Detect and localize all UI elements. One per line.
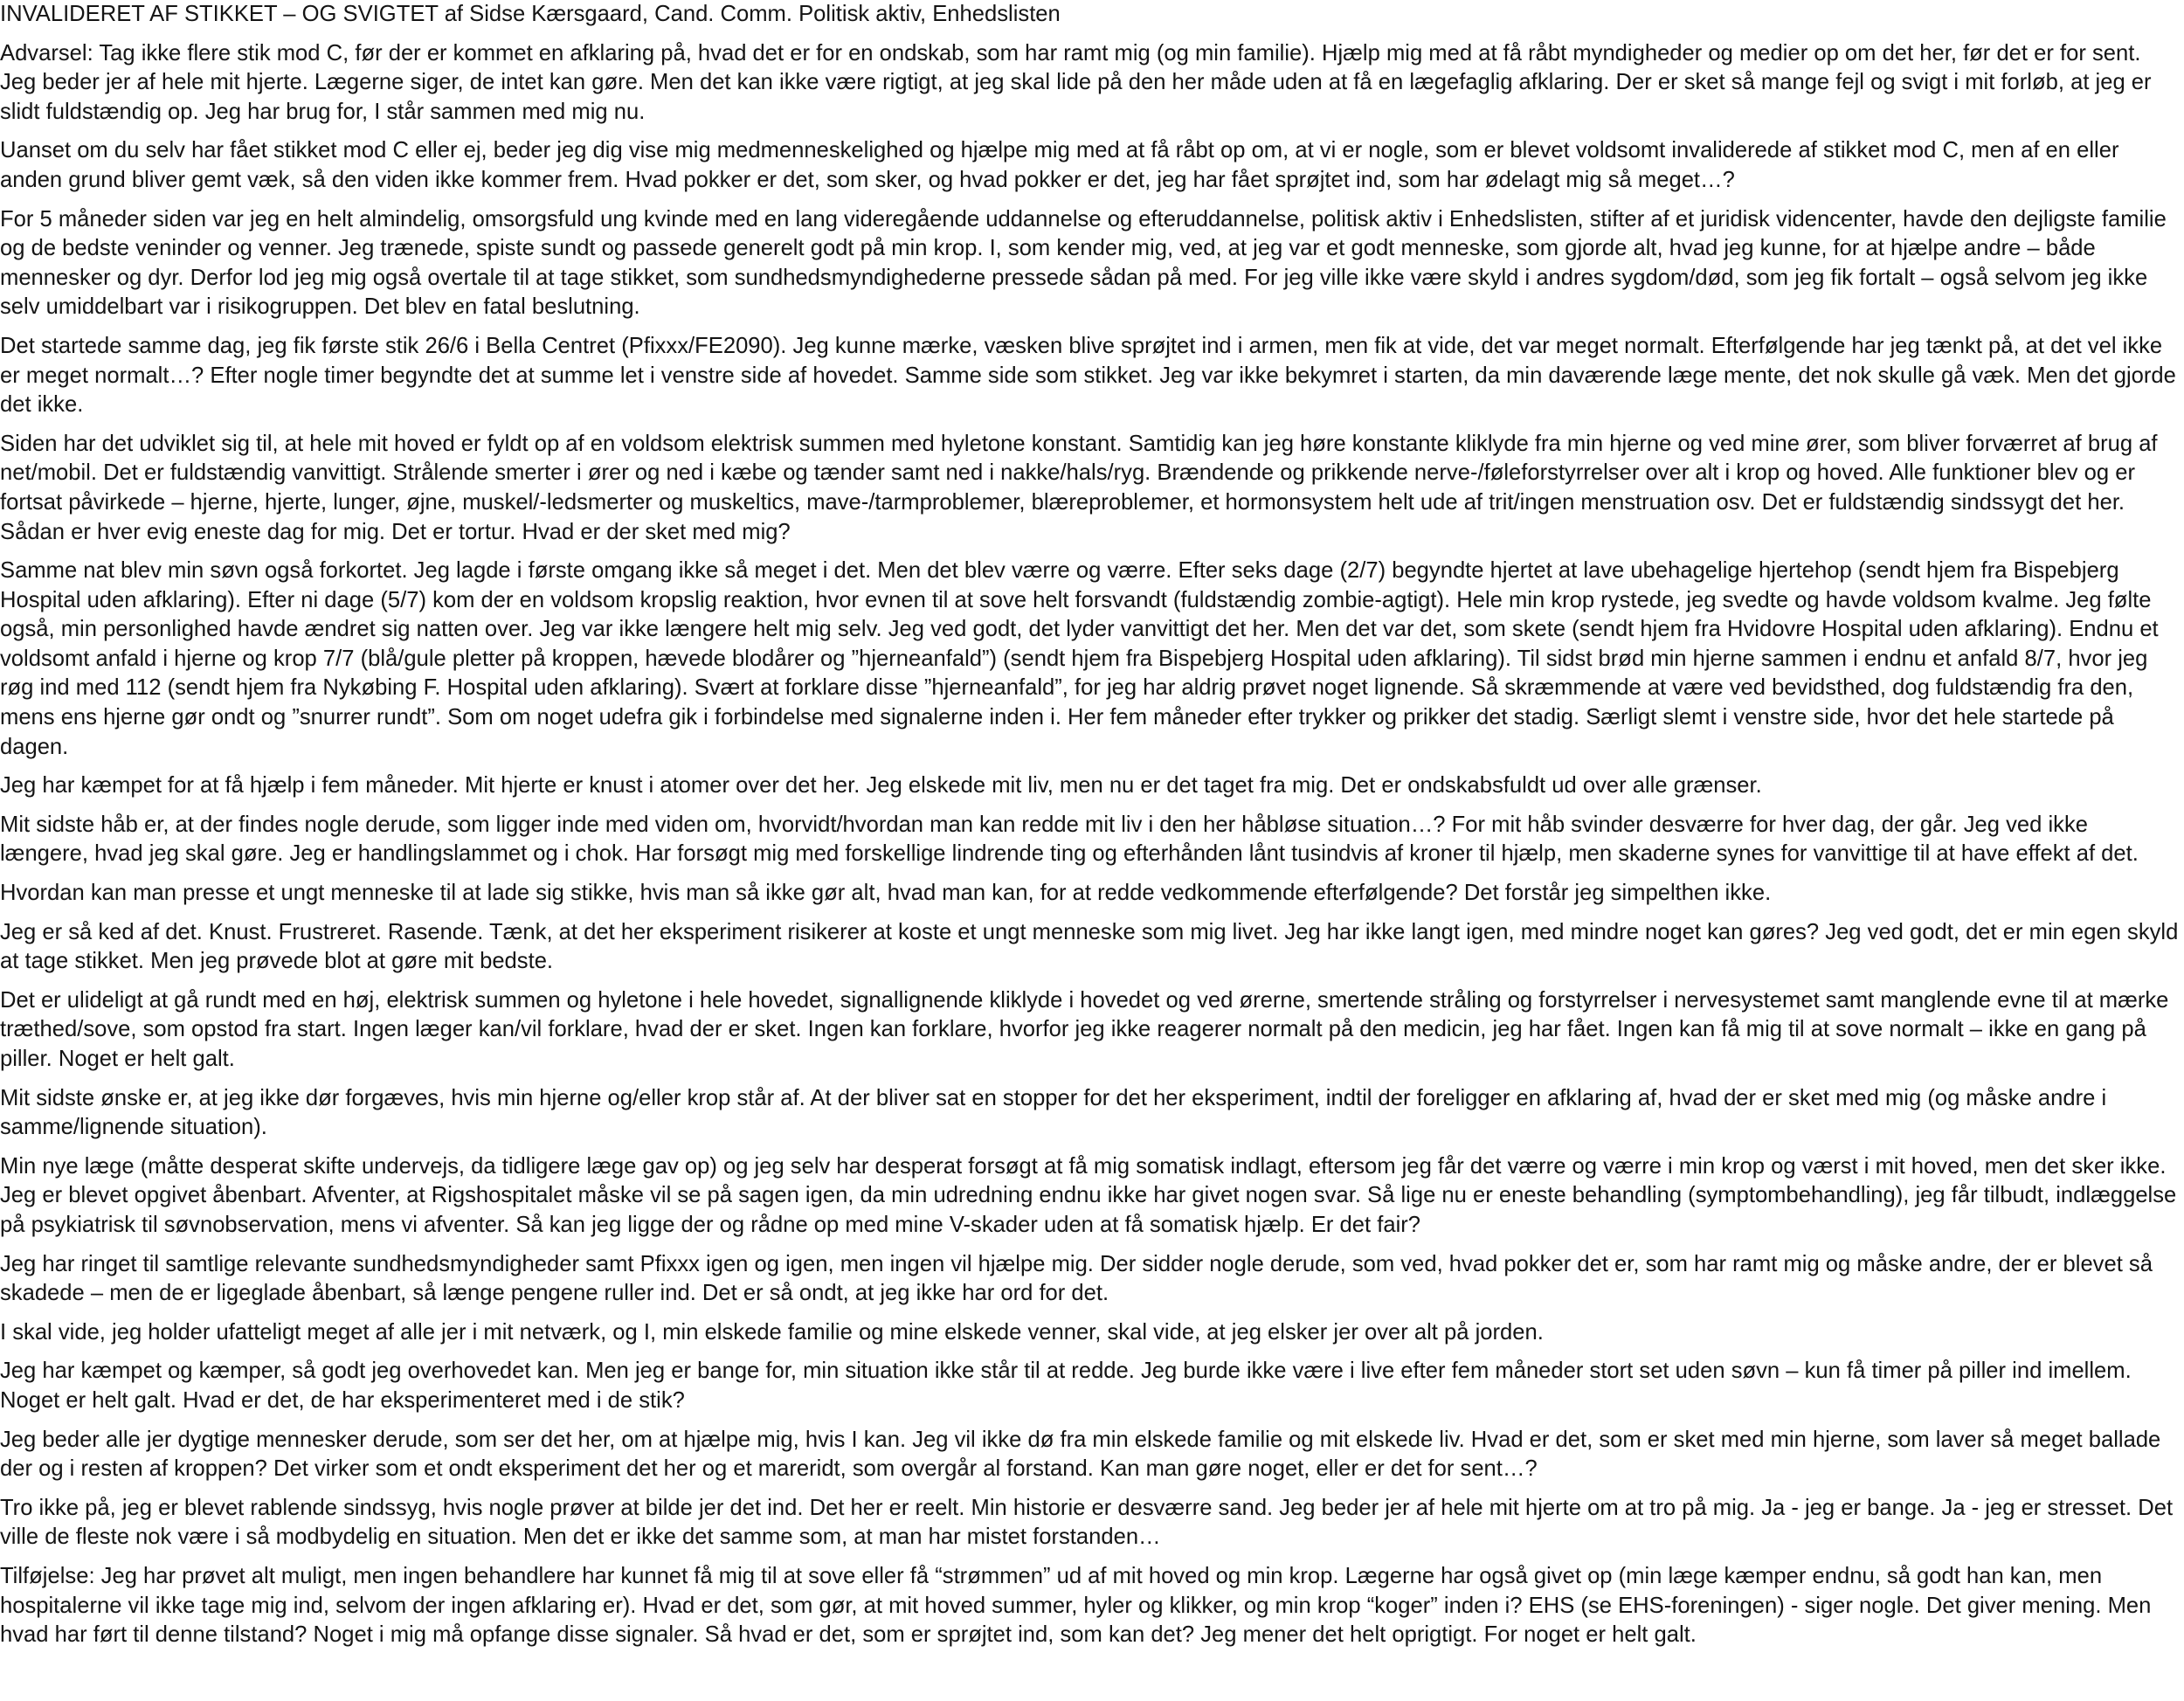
article-title: INVALIDERET AF STIKKET – OG SVIGTET af Sidse Kærsgaard, Cand. Comm. Politisk aktiv, Enhedslisten [0, 2, 1061, 26]
paragraph: Mit sidste ønske er, at jeg ikke dør forgæves, hvis min hjerne og/eller krop står af. At der bliver sat en stopper for det her eksperiment, indtil der foreligger en afklaring af, hvad der er sket med mig (og måske andre i samme/lignende situation). [0, 1085, 2107, 1140]
paragraph: Hvordan kan man presse et ungt menneske til at lade sig stikke, hvis man så ikke gør alt, hvad man kan, for at redde vedkommende efterfølgende? Det forstår jeg simpelthen ikke. [0, 881, 1772, 906]
paragraph: Jeg har kæmpet og kæmper, så godt jeg overhovedet kan. Men jeg er bange for, min situation ikke står til at redde. Jeg burde ikke være i live efter fem måneder stort set uden søvn – kun få timer på piller ind imellem. Noget er helt galt. Hvad er det, de har eksperimenteret med i de stik? [0, 1359, 2132, 1413]
paragraph: Det er ulideligt at gå rundt med en høj, elektrisk summen og hyletone i hele hovedet, signallignende kliklyde i hovedet og ved ørerne, smertende stråling og forstyrrelser i nervesystemet samt manglende evne til at mærke træthed/sove, som opstod fra start. Ingen læger kan/vil forklare, hvad der er sket. Ingen kan forklare, hvorfor jeg ikke reagerer normalt på den medicin, jeg har fået. Ingen kan få mig til at sove normalt – ikke en gang på piller. Noget er helt galt. [0, 987, 2169, 1071]
paragraph: Min nye læge (måtte desperat skifte undervejs, da tidligere læge gav op) og jeg selv har desperat forsøgt at få mig somatisk indlagt, eftersom jeg får det værre og værre i min krop og værst i mit hoved, men det sker ikke. Jeg er blevet opgivet åbenbart. Afventer, at Rigshospitalet måske vil se på sagen igen, da min udredning endnu ikke har givet nogen svar. Så lige nu er eneste behandling (symptombehandling), jeg får tilbudt, indlæggelse på psykiatrisk til søvnobservation, mens vi afventer. Så kan jeg ligge der og rådne op med mine V-skader uden at få somatisk hjælp. Er det fair? [0, 1153, 2177, 1237]
paragraph: Uanset om du selv har fået stikket mod C eller ej, beder jeg dig vise mig medmenneskelighed og hjælpe mig med at få råbt op om, at vi er nogle, som er blevet voldsomt invaliderede af stikket mod C, men af en eller anden grund bliver gemt væk, så den viden ikke kommer frem. Hvad pokker er det, som sker, og hvad pokker er det, jeg har fået sprøjtet ind, som har ødelagt mig så meget…? [0, 138, 2119, 192]
paragraph: Jeg har ringet til samtlige relevante sundhedsmyndigheder samt Pfixxx igen og igen, men ingen vil hjælpe mig. Der sidder nogle derude, som ved, hvad pokker det er, som har ramt mig og måske andre, der er blevet så skadede – men de er ligeglade åbenbart, så længe pengene ruller ind. Det er så ondt, at jeg ikke har ord for det. [0, 1251, 2153, 1306]
paragraph-warning: Advarsel: Tag ikke flere stik mod C, før der er kommet en afklaring på, hvad det er for en ondskab, som har ramt mig (og min familie). Hjælp mig med at få råbt myndigheder og medier op om det her, før det er for sent. Jeg beder jer af hele mit hjerte. Lægerne siger, de intet kan gøre. Men det kan ikke være rigtigt, at jeg skal lide på den her måde uden at få en lægefaglig afklaring. Der er sket så mange fejl og svigt i mit forløb, at jeg er slidt fuldstændig op. Jeg har brug for, I står sammen med mig nu. [0, 40, 2152, 124]
paragraph-addendum: Tilføjelse: Jeg har prøvet alt muligt, men ingen behandlere har kunnet få mig til at sove eller få “strømmen” ud af mit hoved og min krop. Lægerne har også givet op (min læge kæmper endnu, så godt han kan, men hospitalerne vil ikke tage mig ind, selvom der ingen afklaring er). Hvad er det, som gør, at mit hoved summer, hyler og klikker, og min krop “koger” inden i? EHS (se EHS-foreningen) - siger nogle. Det giver mening. Men hvad har ført til denne tilstand? Noget i mig må opfange disse signaler. Så hvad er det, som er sprøjtet ind, som kan det? Jeg mener det helt oprigtigt. For noget er helt galt. [0, 1563, 2152, 1648]
paragraph: For 5 måneder siden var jeg en helt almindelig, omsorgsfuld ung kvinde med en lang videregående uddannelse og efteruddannelse, politisk aktiv i Enhedslisten, stifter af et juridisk videncenter, havde den dejligste familie og de bedste veninder og venner. Jeg trænede, spiste sundt og passede generelt godt på min krop. I, som kender mig, ved, at jeg var et godt menneske, som gjorde alt, hvad jeg kunne, for at hjælpe andre – både mennesker og dyr. Derfor lod jeg mig også overtale til at tage stikket, som sundhedsmyndighederne pressede sådan på med. For jeg ville ikke være skyld i andres sygdom/død, som jeg fik fortalt – også selvom jeg ikke selv umiddelbart var i risikogruppen. Det blev en fatal beslutning. [0, 206, 2167, 320]
paragraph: I skal vide, jeg holder ufatteligt meget af alle jer i mit netværk, og I, min elskede familie og mine elskede venner, skal vide, at jeg elsker jer over alt på jorden. [0, 1319, 1544, 1345]
paragraph: Jeg har kæmpet for at få hjælp i fem måneder. Mit hjerte er knust i atomer over det her. Jeg elskede mit liv, men nu er det taget fra mig. Det er ondskabsfuldt ud over alle grænser. [0, 773, 1762, 799]
paragraph: Jeg beder alle jer dygtige mennesker derude, som ser det her, om at hjælpe mig, hvis I kan. Jeg vil ikke dø fra min elskede familie og mit elskede liv. Hvad er det, som er sket med min hjerne, som laver så meget ballade der og i resten af kroppen? Det virker som et ondt eksperiment det her og et mareridt, som overgår al forstand. Kan man gøre noget, eller er det for sent…? [0, 1427, 2161, 1482]
paragraph: Siden har det udviklet sig til, at hele mit hoved er fyldt op af en voldsom elektrisk summen med hyletone konstant. Samtidig kan jeg høre konstante kliklyde fra min hjerne og ved mine ører, som bliver forværret af brug af net/mobil. Det er fuldstændig vanvittigt. Strålende smerter i ører og ned i kæbe og tænder samt ned i nakke/hals/ryg. Brændende og prikkende nerve-/føleforstyrrelser over alt i krop og hoved. Alle funktioner blev og er fortsat påvirkede – hjerne, hjerte, lunger, øjne, muskel/-ledsmerter og muskeltics, mave-/tarmproblemer, blæreproblemer, et hormonsystem helt ude af trit/ingen menstruation osv. Det er fuldstændig sindssygt det her. Sådan er hver evig eneste dag for mig. Det er tortur. Hvad er der sket med mig? [0, 431, 2158, 544]
paragraph: Mit sidste håb er, at der findes nogle derude, som ligger inde med viden om, hvorvidt/hvordan man kan redde mit liv i den her håbløse situation…? For mit håb svinder desværre for hver dag, der går. Jeg ved ikke længere, hvad jeg skal gøre. Jeg er handlingslammet og i chok. Har forsøgt mig med forskellige lindrende ting og efterhånden lånt tusindvis af kroner til hjælp, men skaderne synes for vanvittige til at have effekt af det. [0, 812, 2139, 867]
paragraph: Samme nat blev min søvn også forkortet. Jeg lagde i første omgang ikke så meget i det. Men det blev værre og værre. Efter seks dage (2/7) begyndte hjertet at lave ubehagelige hjertehop (sendt hjem fra Bispebjerg Hospital uden afklaring). Efter ni dage (5/7) kom der en voldsom kropslig reaktion, hvor evnen til at sove helt forsvandt (fuldstændig zombie-agtigt). Hele min krop rystede, jeg svedte og havde voldsom kvalme. Jeg følte også, min personlighed havde ændret sig natten over. Jeg var ikke længere helt mig selv. Jeg ved godt, det lyder vanvittigt det her. Men det var det, som skete (sendt hjem fra Hvidovre Hospital uden afklaring). Endnu et voldsomt anfald i hjerne og krop 7/7 (blå/gule pletter på kroppen, hævede blodårer og ”hjerneanfald”) (sendt hjem fra Bispebjerg Hospital uden afklaring). Til sidst brød min hjerne sammen i endnu et anfald 8/7, hvor jeg røg ind med 112 (sendt hjem fra Nykøbing F. Hospital uden afklaring). Svært at forklare disse ”hjerneanfald”, for jeg har aldrig prøvet noget lignende. Så skræmmende at være ved bevidsthed, dog fuldstændig fra den, mens ens hjerne gør ondt og ”snurrer rundt”. Som om noget udefra gik i forbindelse med signalerne inden i. Her fem måneder efter trykker og prikker det stadig. Særligt slemt i venstre side, hvor det hele startede på dagen. [0, 558, 2159, 759]
paragraph: Jeg er så ked af det. Knust. Frustreret. Rasende. Tænk, at det her eksperiment risikerer at koste et ungt menneske som mig livet. Jeg har ikke langt igen, med mindre noget kan gøres? Jeg ved godt, det er min egen skyld at tage stikket. Men jeg prøvede blot at gøre mit bedste. [0, 919, 2179, 974]
paragraph: Tro ikke på, jeg er blevet rablende sindssyg, hvis nogle prøver at bilde jer det ind. Det her er reelt. Min historie er desværre sand. Jeg beder jer af hele mit hjerte om at tro på mig. Ja - jeg er bange. Ja - jeg er stresset. Det ville de fleste nok være i så modbydelig en situation. Men det er ikke det samme som, at man har mistet forstanden… [0, 1495, 2174, 1550]
paragraph: Det startede samme dag, jeg fik første stik 26/6 i Bella Centret (Pfixxx/FE2090). Jeg kunne mærke, væsken blive sprøjtet ind i armen, men fik at vide, det var meget normalt. Efterfølgende har jeg tænkt på, at det vel ikke er meget normalt…? Efter nogle timer begyndte det at summe let i venstre side af hovedet. Samme side som stikket. Jeg var ikke bekymret i starten, da min daværende læge mente, det nok skulle gå væk. Men det gjorde det ikke. [0, 333, 2176, 418]
